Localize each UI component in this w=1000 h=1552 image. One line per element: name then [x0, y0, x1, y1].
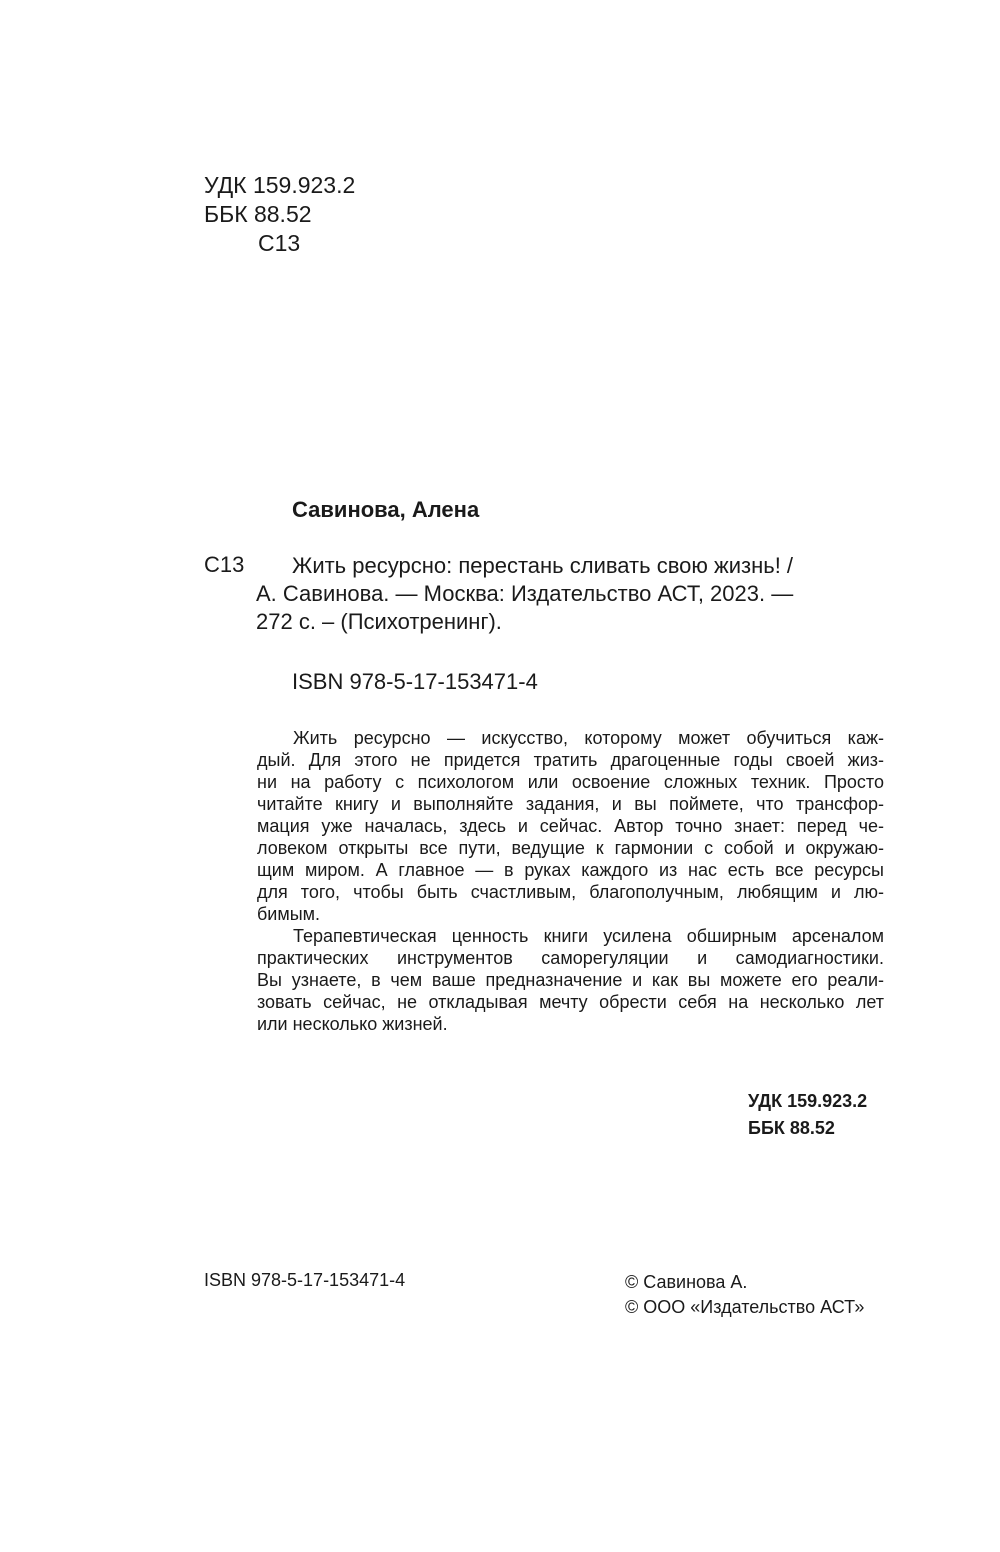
- bib-line-2: А. Савинова. — Москва: Издательство АСТ, 2023. —: [256, 581, 794, 606]
- annotation-p2-line: зовать сейчас, не откладывая мечту обрести себя на несколько лет: [257, 992, 884, 1012]
- annotation-p1-line: для того, чтобы быть счастливым, благополучным, любящим и лю-: [257, 882, 884, 902]
- udk-code: УДК 159.923.2: [204, 172, 356, 198]
- annotation-p1-line: бимым.: [257, 904, 321, 924]
- annotation-p2-line: Вы узнаете, в чем ваше предназначение и как вы можете его реали-: [257, 970, 884, 990]
- bib-line-1: Жить ресурсно: перестань сливать свою жизнь! /: [292, 553, 794, 578]
- footer-codes: [748, 1088, 867, 1142]
- footer-isbn: ISBN 978-5-17-153471-4: [204, 1270, 406, 1290]
- copyright-publisher: © ООО «Издательство АСТ»: [625, 1297, 865, 1317]
- footer-bbk-code: ББК 88.52: [748, 1118, 835, 1138]
- author-mark: С13: [204, 552, 245, 577]
- annotation-p1-line: щим миром. А главное — в руках каждого из нас есть все ресурсы: [257, 860, 884, 880]
- annotation: [257, 727, 884, 1035]
- annotation-p1-line: дый. Для этого не придется тратить драгоценные годы своей жиз-: [257, 750, 884, 770]
- isbn-main: ISBN 978-5-17-153471-4: [292, 669, 538, 694]
- bib-line-3: 272 с. – (Психотренинг).: [256, 609, 502, 634]
- annotation-p1-line: ловеком открыты все пути, ведущие к гармонии с собой и окружаю-: [257, 838, 884, 858]
- bbk-code: ББК 88.52: [204, 201, 312, 227]
- annotation-p2-line: Терапевтическая ценность книги усилена обширным арсеналом: [293, 926, 884, 946]
- annotation-p2-line: практических инструментов саморегуляции и самодиагностики.: [257, 948, 884, 968]
- annotation-p2-line: или несколько жизней.: [257, 1014, 448, 1034]
- author-mark-header: С13: [258, 230, 301, 256]
- annotation-p1-line: читайте книгу и выполняйте задания, и вы поймете, что трансфор-: [257, 794, 884, 814]
- copyright-block: [625, 1270, 864, 1320]
- annotation-p1-line: ни на работу с психологом или освоение сложных техник. Просто: [257, 772, 884, 792]
- annotation-p1-line: Жить ресурсно — искусство, которому может обучиться каж-: [293, 728, 884, 748]
- footer-udk-code: УДК 159.923.2: [748, 1091, 868, 1111]
- author-name: Савинова, Алена: [292, 497, 480, 522]
- annotation-p1-line: мация уже началась, здесь и сейчас. Автор точно знает: перед че-: [257, 816, 884, 836]
- bibliographic-description: [256, 552, 794, 636]
- copyright-author: © Савинова А.: [625, 1272, 748, 1292]
